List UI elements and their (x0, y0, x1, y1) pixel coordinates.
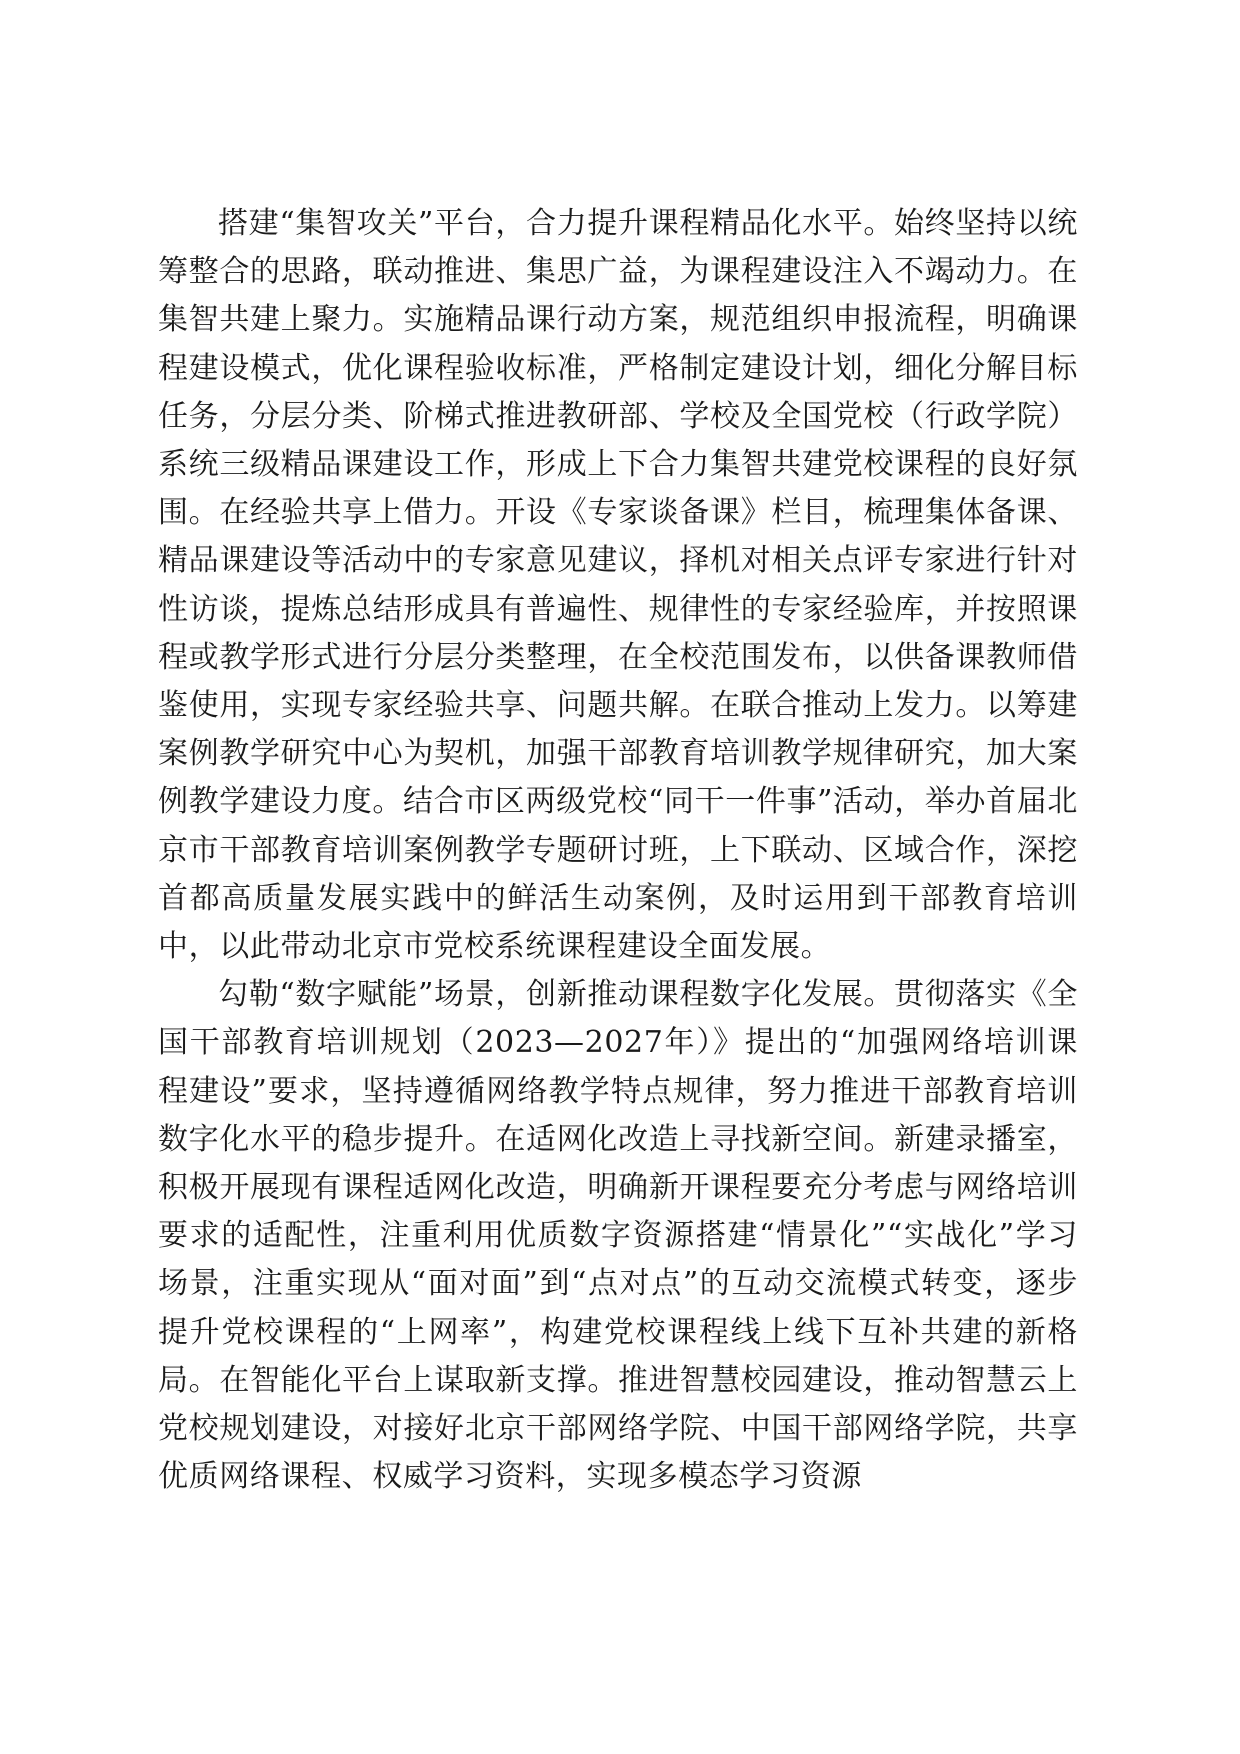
paragraph-course-quality: 搭建“集智攻关”平台，合力提升课程精品化水平。始终坚持以统筹整合的思路，联动推进、集思广益，为课程建设注入不竭动力。在集智共建上聚力。实施精品课行动方案，规范组织申报流程，明确课程建设模式，优化课程验收标准，严格制定建设计划，细化分解目标任务，分层分类、阶梯式推进教研部、学校及全国党校（行政学院）系统三级精品课建设工作，形成上下合力集智共建党校课程的良好氛围。在经验共享上借力。开设《专家谈备课》栏目，梳理集体备课、精品课建设等活动中的专家意见建议，择机对相关点评专家进行针对性访谈，提炼总结形成具有普遍性、规律性的专家经验库，并按照课程或教学形式进行分层分类整理，在全校范围发布，以供备课教师借鉴使用，实现专家经验共享、问题共解。在联合推动上发力。以筹建案例教学研究中心为契机，加强干部教育培训教学规律研究，加大案例教学建设力度。结合市区两级党校“同干一件事”活动，举办首届北京市干部教育培训案例教学专题研讨班，上下联动、区域合作，深挖首都高质量发展实践中的鲜活生动案例，及时运用到干部教育培训中，以此带动北京市党校系统课程建设全面发展。 (158, 206, 1078, 965)
document-body (158, 200, 1078, 1501)
paragraph-digital-empowerment: 勾勒“数字赋能”场景，创新推动课程数字化发展。贯彻落实《全国干部教育培训规划（2023—2027年）》提出的“加强网络培训课程建设”要求，坚持遵循网络教学特点规律，努力推进干部教育培训数字化水平的稳步提升。在适网化改造上寻找新空间。新建录播室，积极开展现有课程适网化改造，明确新开课程要充分考虑与网络培训要求的适配性，注重利用优质数字资源搭建“情景化”“实战化”学习场景，注重实现从“面对面”到“点对点”的互动交流模式转变，逐步提升党校课程的“上网率”，构建党校课程线上线下互补共建的新格局。在智能化平台上谋取新支撑。推进智慧校园建设，推动智慧云上党校规划建设，对接好北京干部网络学院、中国干部网络学院，共享优质网络课程、权威学习资料，实现多模态学习资源 (158, 977, 1078, 1495)
